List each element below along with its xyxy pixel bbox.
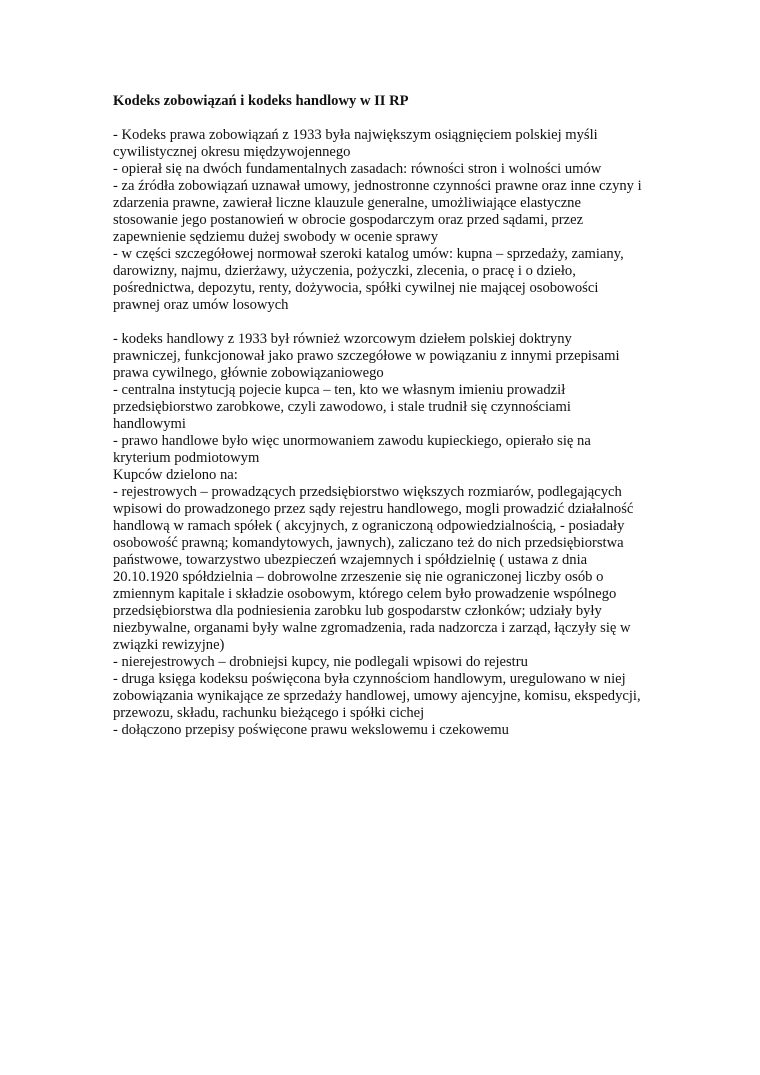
section-kodeks-zobowiazan <box>113 127 673 314</box>
document-title: Kodeks zobowiązań i kodeks handlowy w II RP <box>113 93 409 109</box>
text-line: pośrednictwa, depozytu, renty, dożywocia, spółki cywilnej nie mającej osobowości <box>113 280 599 296</box>
text-line: wpisowi do prowadzonego przez sądy rejestru handlowego, mogli prowadzić działalność <box>113 501 634 517</box>
text-line: darowizny, najmu, dzierżawy, użyczenia, pożyczki, zlecenia, o pracę i o dzieło, <box>113 263 576 279</box>
paragraph-gap <box>113 314 673 331</box>
text-blocks <box>113 127 673 739</box>
text-line: - Kodeks prawa zobowiązań z 1933 była największym osiągnięciem polskiej myśli <box>113 127 598 143</box>
text-line: - nierejestrowych – drobniejsi kupcy, nie podlegali wpisowi do rejestru <box>113 654 528 670</box>
text-line: - rejestrowych – prowadzących przedsiębiorstwo większych rozmiarów, podlegających <box>113 484 622 500</box>
text-line: przedsiębiorstwo zarobkowe, czyli zawodowo, i stale trudnił się czynnościami <box>113 399 571 415</box>
text-line: przedsiębiorstwa dla podniesienia zarobku lub gospodarstw członków; udziały były <box>113 603 602 619</box>
text-line: zdarzenia prawne, zawierał liczne klauzule generalne, umożliwiające elastyczne <box>113 195 581 211</box>
text-line: zobowiązania wynikające ze sprzedaży handlowej, umowy ajencyjne, komisu, ekspedycji, <box>113 688 641 704</box>
text-line: stosowanie jego postanowień w obrocie gospodarczym oraz przed sądami, przez <box>113 212 584 228</box>
text-line: prawniczej, funkcjonował jako prawo szczegółowe w powiązaniu z innymi przepisami <box>113 348 620 364</box>
text-line: - prawo handlowe było więc unormowaniem zawodu kupieckiego, opierało się na <box>113 433 591 449</box>
text-line: państwowe, towarzystwo ubezpieczeń wzajemnych i spółdzielnię ( ustawa z dnia <box>113 552 588 568</box>
text-line: - opierał się na dwóch fundamentalnych zasadach: równości stron i wolności umów <box>113 161 602 177</box>
text-line: przewozu, składu, rachunku bieżącego i spółki cichej <box>113 705 425 721</box>
text-line: osobowość prawną; komandytowych, jawnych), zaliczano też do nich przedsiębiorstwa <box>113 535 624 551</box>
text-line: prawnej oraz umów losowych <box>113 297 289 313</box>
text-line: - druga księga kodeksu poświęcona była czynnościom handlowym, uregulowano w niej <box>113 671 626 687</box>
text-line: handlowymi <box>113 416 186 432</box>
spacer <box>113 110 673 127</box>
document-body <box>113 93 673 739</box>
text-line: zapewnienie sędziemu dużej swobody w ocenie sprawy <box>113 229 439 245</box>
text-line: - w części szczegółowej normował szeroki katalog umów: kupna – sprzedaży, zamiany, <box>113 246 624 262</box>
text-line: - centralna instytucją pojecie kupca – ten, kto we własnym imieniu prowadził <box>113 382 566 398</box>
text-line: 20.10.1920 spółdzielnia – dobrowolne zrzeszenie się nie ograniczonej liczby osób o <box>113 569 604 585</box>
text-line: - za źródła zobowiązań uznawał umowy, jednostronne czynności prawne oraz inne czyny i <box>113 178 642 194</box>
text-line: cywilistycznej okresu międzywojennego <box>113 144 351 160</box>
text-line: handlową w ramach spółek ( akcyjnych, z ograniczoną odpowiedzialnością, - posiadały <box>113 518 625 534</box>
text-line: Kupców dzielono na: <box>113 467 238 483</box>
text-line: związki rewizyjne) <box>113 637 225 653</box>
text-line: zmiennym kapitale i składzie osobowym, którego celem było prowadzenie wspólnego <box>113 586 617 602</box>
text-line: kryterium podmiotowym <box>113 450 260 466</box>
text-line: - kodeks handlowy z 1933 był również wzorcowym dziełem polskiej doktryny <box>113 331 572 347</box>
text-line: prawa cywilnego, głównie zobowiązaniowego <box>113 365 384 381</box>
text-line: niezbywalne, organami były walne zgromadzenia, rada nadzorcza i zarząd, łączyły się w <box>113 620 631 636</box>
section-kodeks-handlowy <box>113 331 673 739</box>
text-line: - dołączono przepisy poświęcone prawu wekslowemu i czekowemu <box>113 722 509 738</box>
